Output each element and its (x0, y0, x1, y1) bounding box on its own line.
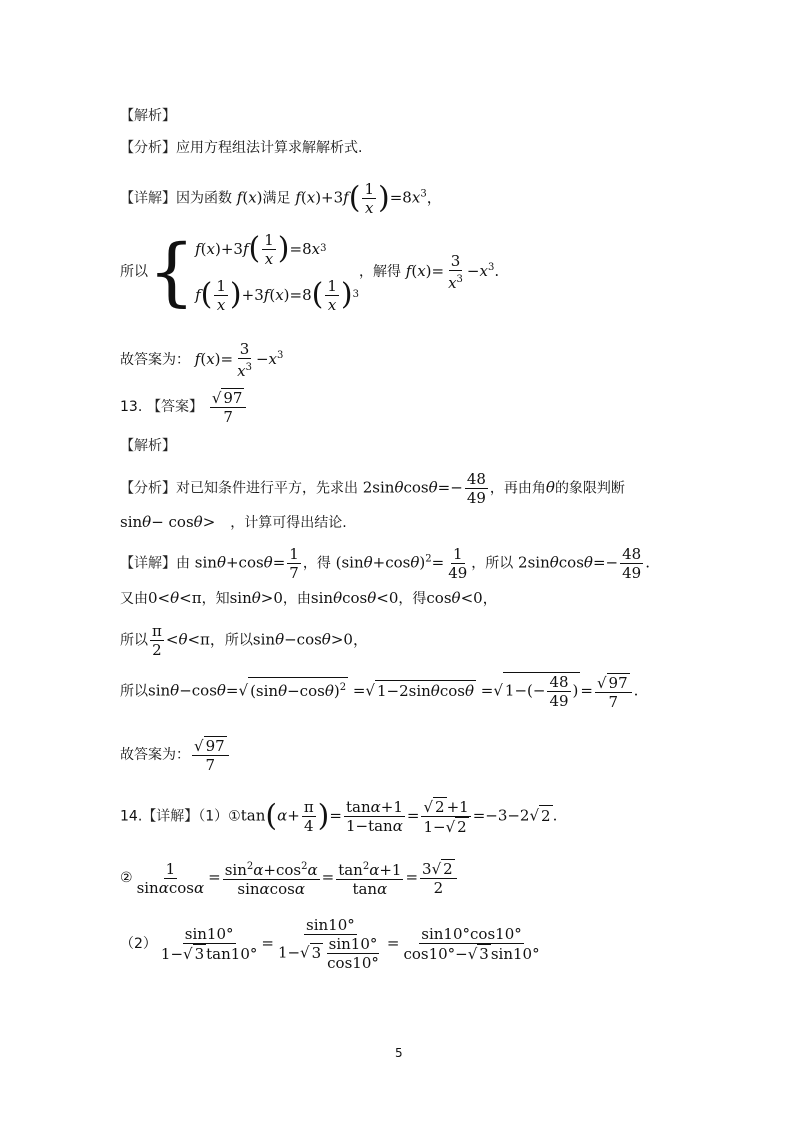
xiangjie-label: 【详解】 (120, 190, 176, 207)
q13-xiangjie-4: 所以sinθ−cosθ=√ $(\sin\theta-\cos\theta)^2$ =√ 1−2sinθcosθ =√ 1−(− $\frac{48}{49}$ ) = $\frac{√ 97}{7}$ . (120, 673, 639, 711)
fenxi-label: 【分析】 (120, 140, 176, 156)
jiexi-heading: 【解析】 (120, 108, 176, 124)
fenxi-line (120, 137, 362, 158)
page-number: 5 (395, 1046, 403, 1060)
q13-answer: 13. 【答案】 $\frac{√ 97}{7}$ (120, 388, 248, 426)
answer-13: 故答案为： $\frac{√ 97}{7}$ (120, 736, 231, 774)
q14-part1: 14.【详解】（1）①tan(α+ $\frac{\pi}{4}$ )= $\frac{\tan\alpha+1}{1-\tan\alpha}$ = $\frac{√ 2 +1}{1-√ 2}$ =−3−2√ 2 . (120, 798, 558, 836)
answer-12: 故答案为： f(x)= $\frac{3}{x^3}$ $-x^3$ (120, 340, 284, 380)
q13-xiangjie-1: 【详解】由 sinθ+cosθ= $\frac{1}{7}$ ，得 $(\sin\theta+\cos\theta)^2=$ $\frac{1}{49}$ ，所以 2sinθcosθ=− $\frac{48}{49}$ . (120, 545, 650, 582)
q14-part3: （2） $\frac{\sin 10^\circ}{1-√ 3 \tan 10^\circ}$ = sin10° 1−√ 3 $\frac{\sin 10^\circ}{\cos 10^\circ}$ = $\frac{\sin 10^\circ\cos 10^\circ}{\cos 10^\circ-√ 3 \sin 10^\circ}$ (120, 916, 540, 972)
q14-part2: ② $\frac{1}{\sin\alpha\cos\alpha}$ = $\frac{\sin^2\alpha+\cos^2\alpha}{\sin\alpha\cos\alpha}$ = $\frac{\tan^2\alpha+1}{\tan\alpha}$ = $\frac{3√ 2}{2}$ (120, 858, 459, 898)
fenxi-text: 应用方程组法计算求解解析式. (176, 140, 363, 156)
jiexi-heading-2: 【解析】 (120, 438, 176, 454)
xiangjie-line-1: 【详解】因为函数 f(x)满足 f(x)+3f( $\frac{1}{x}$ )$=8x^3$， (120, 180, 442, 217)
q13-xiangjie-3: 所以 $\frac{\pi}{2}$ <θ<π，所以sinθ−cosθ>0， (120, 622, 368, 659)
q13-fenxi-2: sinθ− cosθ> ，计算可得出结论. (120, 513, 347, 531)
q13-xiangjie-2: 又由0<θ<π，知sinθ>0，由sinθcosθ<0，得cosθ<0， (120, 589, 498, 607)
q13-fenxi: 【分析】对已知条件进行平方，先求出 2sinθcosθ=− $\frac{48}{49}$ ，再由角θ的象限判断 (120, 470, 625, 507)
equation-system: 所以{ f ( x )+3 f ( $\frac{1}{x}$ ) =8 x 3 f ( $\frac{1}{x}$ ) +3 f ( x )=8 ( $\frac{1}{x}$ ) 3 ，解得 f(x)= $\frac{3}{x^3}$ $-x^3$. (120, 229, 500, 315)
